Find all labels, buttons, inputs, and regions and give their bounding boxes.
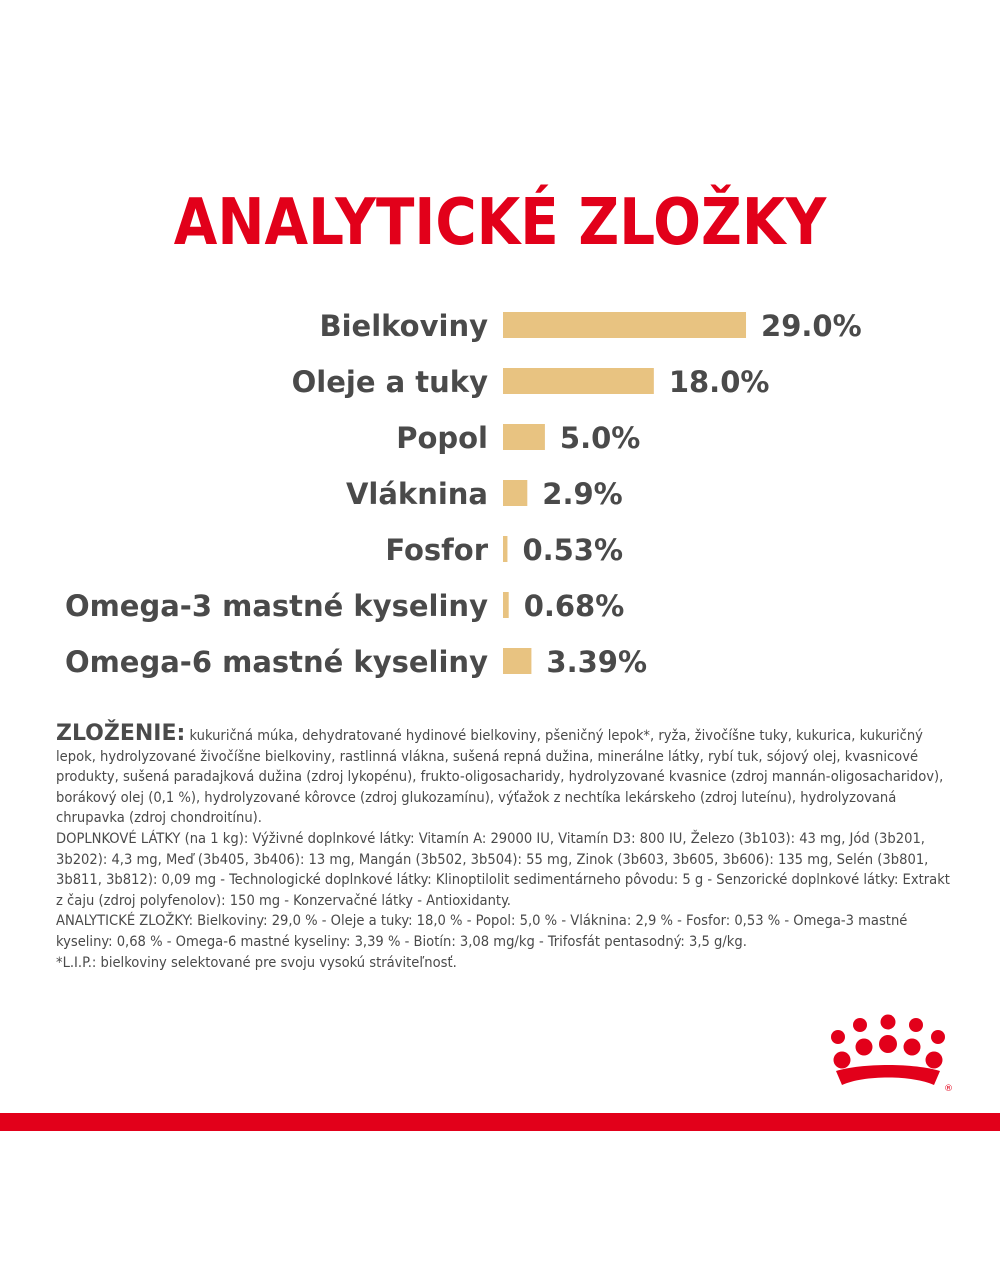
bar — [503, 424, 545, 450]
brand-red-band — [0, 1113, 1000, 1131]
value-label: 3.39% — [546, 645, 648, 679]
value-label: 2.9% — [542, 477, 623, 511]
category-label: Omega-3 mastné kyseliny — [64, 589, 488, 623]
value-label: 18.0% — [668, 365, 770, 399]
chart-title: ANALYTICKÉ ZLOŽKY — [173, 186, 827, 260]
registered-mark: ® — [944, 1084, 953, 1093]
category-label: Popol — [396, 421, 488, 455]
bar — [503, 312, 746, 338]
composition-heading: ZLOŽENIE: — [56, 721, 186, 746]
footnote-paragraph: *L.I.P.: bielkoviny selektované pre svoju vysokú stráviteľnosť. — [56, 953, 457, 971]
composition-block — [56, 721, 956, 973]
bar — [503, 536, 507, 562]
bar — [503, 592, 509, 618]
category-label: Omega-6 mastné kyseliny — [64, 645, 488, 679]
bar — [503, 368, 654, 394]
analytical-paragraph: ANALYTICKÉ ZLOŽKY: Bielkoviny: 29,0 % - Oleje a tuky: 18,0 % - Popol: 5,0 % - Vláknina: 2,9 % - Fosfor: 0,53 % - Omega-3 mastné kyseliny: 0,68 % - Omega-6 mastné kyseliny: 3,39 % - Biotín: 3,08 mg/kg - Trifosfát pentasodný: 3,5 g/kg. — [56, 912, 908, 950]
value-label: 29.0% — [761, 309, 862, 343]
category-label: Fosfor — [385, 533, 488, 567]
category-label: Bielkoviny — [319, 309, 488, 343]
bar — [503, 648, 531, 674]
nutrient-bar-chart — [0, 290, 1000, 700]
additives-paragraph: DOPLNKOVÉ LÁTKY (na 1 kg): Výživné doplnkové látky: Vitamín A: 29000 IU, Vitamín D3: 800 IU, Železo (3b103): 43 mg, Jód (3b201, 3b202): 4,3 mg, Meď (3b405, 3b406): 13 mg, Mangán (3b502, 3b504): 55 mg, Zinok (3b603, 3b605, 3b606): 135 mg, Selén (3b801, 3b811, 3b812): 0,09 mg - Technologické doplnkové látky: Klinoptilolit sedimentárneho pôvodu: 5 g - Senzorické doplnkové látky: Extrakt z čaju (zdroj polyfenolov): 150 mg - Konzervačné látky - Antioxidanty. — [56, 829, 950, 909]
composition-paragraph — [56, 721, 956, 829]
composition-text: kukuričná múka, dehydratované hydinové bielkoviny, pšeničný lepok*, ryža, živočíšne tuky, kukurica, kukuričný lepok, hydrolyzované živočíšne bielkoviny, rastlinná vlákna, sušená repná dužina, minerálne látky, rybí tuk, sójový olej, kvasnicové produkty, sušená paradajková dužina (zdroj lykopénu), frukto-oligosacharidy, hydrolyzované kvasnice (zdroj mannán-oligosacharidov), borákový olej (0,1 %), hydrolyzované kôrovce (zdroj glukozamínu), výťažok z nechtíka lekárskeho (zdroj luteínu), hydrolyzovaná chrupavka (zdroj chondroitínu). — [56, 727, 944, 827]
category-label: Oleje a tuky — [291, 365, 488, 399]
category-label: Vláknina — [345, 477, 488, 511]
value-label: 0.68% — [523, 589, 625, 623]
value-label: 0.53% — [522, 533, 624, 567]
bar — [503, 480, 527, 506]
royal-canin-crown-logo — [822, 1013, 954, 1093]
value-label: 5.0% — [559, 421, 641, 455]
